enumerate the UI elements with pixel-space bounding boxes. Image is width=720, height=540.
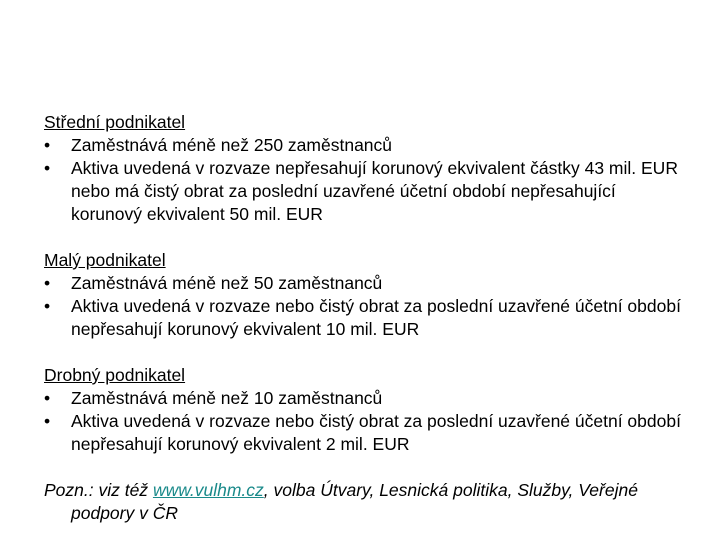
section-stredni-podnikatel bbox=[44, 111, 684, 226]
footnote bbox=[44, 479, 684, 525]
bullet-icon: • bbox=[44, 158, 51, 178]
list-item-text: Zaměstnává méně než 50 zaměstnanců bbox=[71, 273, 383, 293]
list-item-text: Aktiva uvedená v rozvaze nepřesahují korunový ekvivalent částky 43 mil. EUR nebo má čistý obrat za poslední uzavřené účetní období nepřesahující korunový ekvivalent 50 mil. EUR bbox=[71, 158, 678, 224]
bullet-list bbox=[44, 272, 684, 341]
bullet-icon: • bbox=[44, 135, 51, 155]
section-heading: Malý podnikatel bbox=[44, 250, 166, 270]
list-item-text: Zaměstnává méně než 10 zaměstnanců bbox=[71, 388, 383, 408]
footnote-prefix: Pozn.: viz též bbox=[44, 480, 153, 500]
list-item-text: Aktiva uvedená v rozvaze nebo čistý obrat za poslední uzavřené účetní období nepřesahují korunový ekvivalent 10 mil. EUR bbox=[71, 296, 681, 339]
list-item bbox=[44, 387, 684, 410]
list-item bbox=[44, 410, 684, 456]
bullet-icon: • bbox=[44, 411, 51, 431]
list-item-text: Aktiva uvedená v rozvaze nebo čistý obrat za poslední uzavřené účetní období nepřesahují korunový ekvivalent 2 mil. EUR bbox=[71, 411, 681, 454]
bullet-icon: • bbox=[44, 273, 51, 293]
bullet-list bbox=[44, 134, 684, 226]
section-maly-podnikatel bbox=[44, 249, 684, 341]
section-drobny-podnikatel bbox=[44, 364, 684, 456]
list-item bbox=[44, 157, 684, 226]
slide-content bbox=[44, 111, 684, 525]
list-item-text: Zaměstnává méně než 250 zaměstnanců bbox=[71, 135, 393, 155]
bullet-icon: • bbox=[44, 296, 51, 316]
section-heading: Střední podnikatel bbox=[44, 112, 186, 132]
vulhm-link[interactable]: www.vulhm.cz bbox=[152, 480, 264, 500]
list-item bbox=[44, 134, 684, 157]
section-heading: Drobný podnikatel bbox=[44, 365, 186, 385]
footnote-suffix: , volba Útvary, Lesnická politika, Služby, Veřejné podpory v ČR bbox=[71, 480, 638, 523]
bullet-list bbox=[44, 387, 684, 456]
bullet-icon: • bbox=[44, 388, 51, 408]
list-item bbox=[44, 272, 684, 295]
list-item bbox=[44, 295, 684, 341]
